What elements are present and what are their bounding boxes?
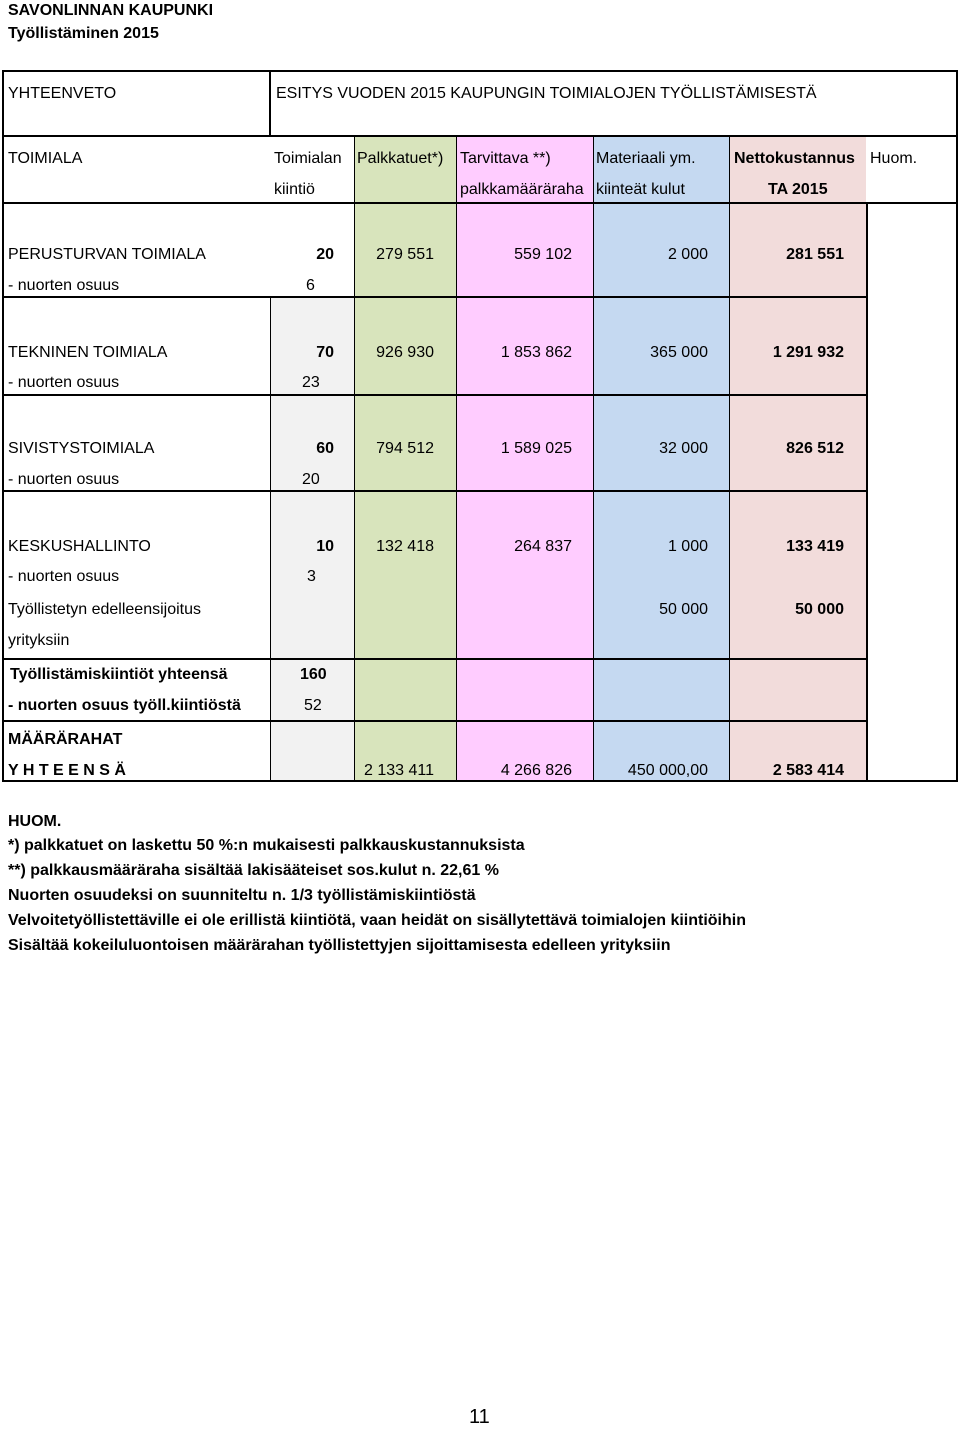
row-youth-value: 52 [304, 697, 322, 714]
col-tarvittava-header-1: Tarvittava **) [460, 150, 551, 167]
row-palkkatuet: 926 930 [376, 344, 434, 361]
palkkatuet-column-fill [354, 136, 456, 782]
table-title: ESITYS VUODEN 2015 KAUPUNGIN TOIMIALOJEN TYÖLLISTÄMISESTÄ [276, 85, 817, 102]
col-huom-header: Huom. [870, 150, 918, 167]
row-tarvittava: 1 853 862 [500, 344, 572, 361]
row-materiaali: 450 000,00 [627, 762, 708, 779]
row-netto: 281 551 [786, 246, 844, 263]
row-tarvittava: 559 102 [514, 246, 572, 263]
row-youth-value: 20 [302, 471, 320, 488]
row-kiintio: 10 [316, 538, 334, 555]
col-materiaali-header-2: kiinteät kulut [596, 181, 685, 198]
note-line: **) palkkausmääräraha sisältää lakisääteiset sos.kulut n. 22,61 % [8, 862, 499, 879]
row-tarvittava: 4 266 826 [500, 762, 572, 779]
tarvittava-column-fill [456, 136, 593, 782]
row-name: PERUSTURVAN TOIMIALA [8, 246, 206, 263]
row-materiaali: 365 000 [650, 344, 708, 361]
col-kiintio-header-1: Toimialan [274, 150, 342, 167]
col-netto-header-2: TA 2015 [768, 181, 828, 198]
col-toimiala-header: TOIMIALA [8, 150, 83, 167]
row-netto: 133 419 [786, 538, 844, 555]
note-line: Nuorten osuudeksi on suunniteltu n. 1/3 työllistämiskiintiöstä [8, 887, 476, 904]
row-name: KESKUSHALLINTO [8, 538, 151, 555]
row-name: SIVISTYSTOIMIALA [8, 440, 155, 457]
org-name: SAVONLINNAN KAUPUNKI [8, 2, 214, 19]
row-name: Työllistämiskiintiöt yhteensä [10, 666, 228, 683]
row-name-2: Y H T E E N S Ä [8, 762, 126, 779]
col-palkkatuet-header: Palkkatuet*) [357, 150, 444, 167]
row-netto: 2 583 414 [772, 762, 844, 779]
row-palkkatuet: 2 133 411 [364, 762, 434, 779]
doc-subtitle: Työllistäminen 2015 [8, 25, 159, 42]
row-youth-label: - nuorten osuus [8, 374, 120, 391]
row-youth-label: - nuorten osuus työll.kiintiöstä [8, 697, 241, 714]
row-palkkatuet: 279 551 [376, 246, 434, 263]
page-number: 11 [469, 1406, 490, 1428]
row-youth-value: 3 [307, 568, 316, 585]
materiaali-column-fill [593, 136, 729, 782]
netto-column-fill [729, 136, 866, 782]
note-heading: HUOM. [8, 813, 62, 830]
row-youth-label: - nuorten osuus [8, 471, 120, 488]
row-youth-value: 23 [302, 374, 320, 391]
col-tarvittava-header-2: palkkamääräraha [460, 181, 584, 198]
row-youth-label: - nuorten osuus [8, 277, 120, 294]
row-netto: 1 291 932 [772, 344, 844, 361]
row-palkkatuet: 794 512 [376, 440, 434, 457]
row-materiaali: 50 000 [659, 601, 708, 618]
note-line: *) palkkatuet on laskettu 50 %:n mukaisesti palkkauskustannuksista [8, 837, 525, 854]
row-kiintio: 20 [316, 246, 334, 263]
note-line: Velvoitetyöllistettäville ei ole erillistä kiintiötä, vaan heidät on sisällytettävä toimialojen kiintiöihin [8, 912, 746, 929]
row-youth-label: - nuorten osuus [8, 568, 120, 585]
row-materiaali: 2 000 [667, 246, 708, 263]
col-materiaali-header-1: Materiaali ym. [596, 150, 696, 167]
row-tarvittava: 1 589 025 [500, 440, 572, 457]
row-kiintio: 70 [316, 344, 334, 361]
row-tarvittava: 264 837 [514, 538, 572, 555]
note-line: Sisältää kokeiluluontoisen määrärahan työllistettyjen sijoittamisesta edelleen yrityksiin [8, 937, 671, 954]
table-top-left-label: YHTEENVETO [8, 85, 117, 102]
col-netto-header-1: Nettokustannus [734, 150, 855, 167]
row-palkkatuet: 132 418 [376, 538, 434, 555]
row-netto: 50 000 [795, 601, 844, 618]
col-kiintio-header-2: kiintiö [274, 181, 315, 198]
row-netto: 826 512 [786, 440, 844, 457]
row-name-1: MÄÄRÄRAHAT [8, 731, 123, 748]
row-name-2: yrityksiin [8, 632, 70, 649]
row-materiaali: 1 000 [667, 538, 708, 555]
row-materiaali: 32 000 [659, 440, 708, 457]
row-kiintio: 160 [300, 666, 327, 683]
row-youth-value: 6 [306, 277, 315, 294]
row-name-1: Työllistetyn edelleensijoitus [8, 601, 201, 618]
row-kiintio: 60 [316, 440, 334, 457]
row-name: TEKNINEN TOIMIALA [8, 344, 168, 361]
